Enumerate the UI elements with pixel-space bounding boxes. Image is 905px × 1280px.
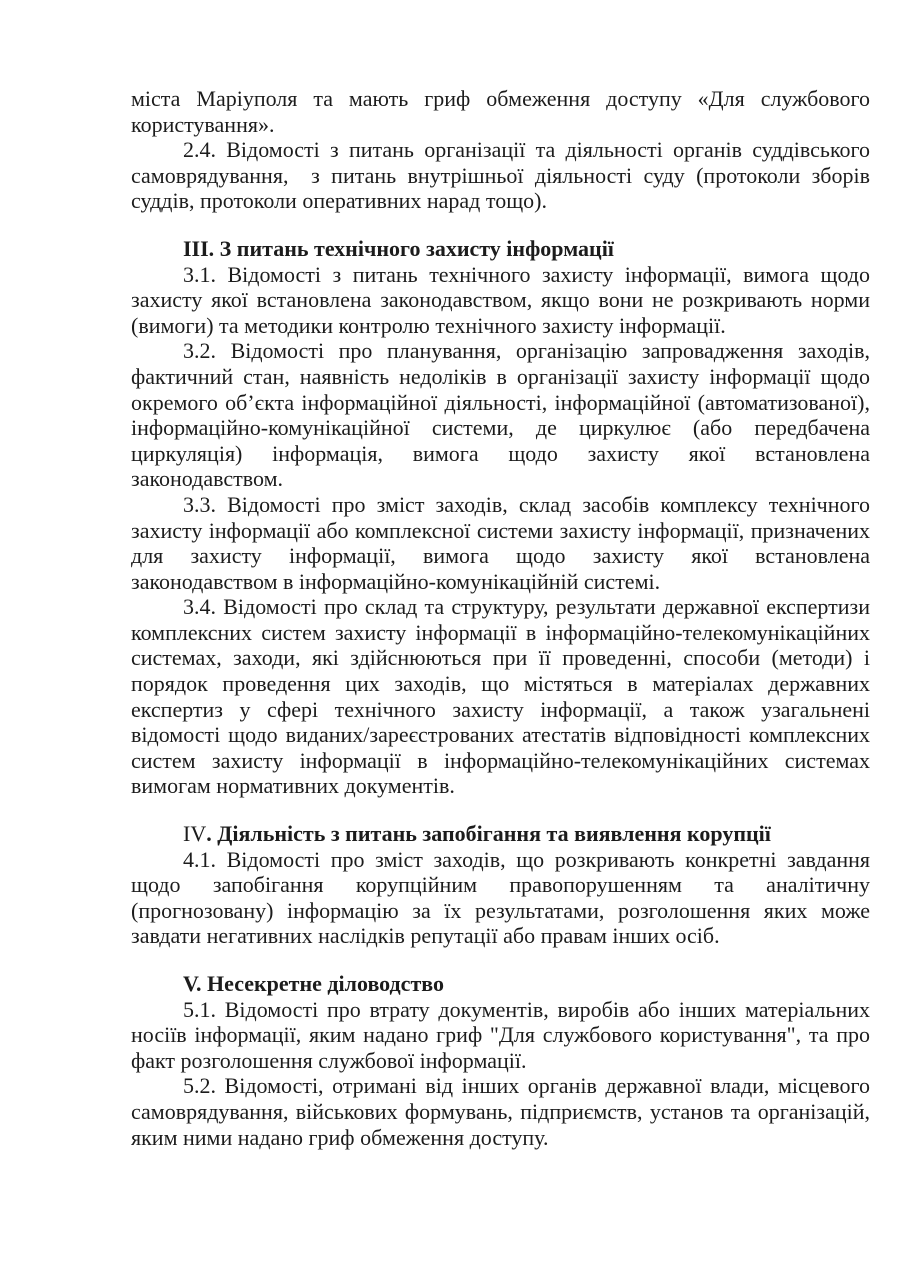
paragraph-3-2: 3.2. Відомості про планування, організацію запровадження заходів, фактичний стан, наявність недоліків в організації захисту інформації щодо окремого об’єкта інформаційної діяльності, інформаційної (автоматизованої), інформаційно-комунікаційної системи, де циркулює (або передбачена циркуляція) інформація, вимога щодо захисту якої встановлена законодавством.	[131, 338, 870, 492]
section-iv-numeral: IV	[183, 821, 207, 847]
paragraph-3-4: 3.4. Відомості про склад та структуру, результати державної експертизи комплексних систем захисту інформації в інформаційно-телекомунікаційних системах, заходи, які здійснюються при її проведенні, способи (методи) і порядок проведення цих заходів, що містяться в матеріалах державних експертиз у сфері технічного захисту інформації, а також узагальнені відомості щодо виданих/зареєстрованих атестатів відповідності комплексних систем захисту інформації в інформаційно-телекомунікаційних системах вимогам нормативних документів.	[131, 594, 870, 799]
section-heading-iii: III. З питань технічного захисту інформації	[183, 235, 614, 261]
paragraph-3-1: 3.1. Відомості з питань технічного захисту інформації, вимога щодо захисту якої встановлена законодавством, якщо вони не розкривають норми (вимоги) та методики контролю технічного захисту інформації.	[131, 261, 870, 338]
section-heading-v: V. Несекретне діловодство	[183, 971, 444, 996]
paragraph-3-3: 3.3. Відомості про зміст заходів, склад засобів комплексу технічного захисту інформації або комплексної системи захисту інформації, призначених для захисту інформації, вимога щодо захисту якої встановлена законодавством в інформаційно-комунікаційній системі.	[131, 491, 870, 594]
paragraph-5-1: 5.1. Відомості про втрату документів, виробів або інших матеріальних носіїв інформації, яким надано гриф "Для службового користування", та про факт розголошення службової інформації.	[131, 996, 870, 1073]
section-iv-title: . Діяльність з питань запобігання та виявлення корупції	[206, 821, 771, 847]
section-heading-iv	[131, 821, 870, 847]
paragraph-continuation: міста Маріуполя та мають гриф обмеження доступу «Для службового користування».	[131, 86, 870, 137]
paragraph-4-1: 4.1. Відомості про зміст заходів, що розкривають конкретні завдання щодо запобігання корупційним правопорушенням та аналітичну (прогнозовану) інформацію за їх результатами, розголошення яких може завдати негативних наслідків репутації або правам інших осіб.	[131, 846, 870, 949]
paragraph-2-4: 2.4. Відомості з питань організації та діяльності органів суддівського самоврядування, з питань внутрішньої діяльності суду (протоколи зборів суддів, протоколи оперативних нарад тощо).	[131, 137, 870, 214]
paragraph-5-2: 5.2. Відомості, отримані від інших органів державної влади, місцевого самоврядування, військових формувань, підприємств, установ та організацій, яким ними надано гриф обмеження доступу.	[131, 1073, 870, 1150]
